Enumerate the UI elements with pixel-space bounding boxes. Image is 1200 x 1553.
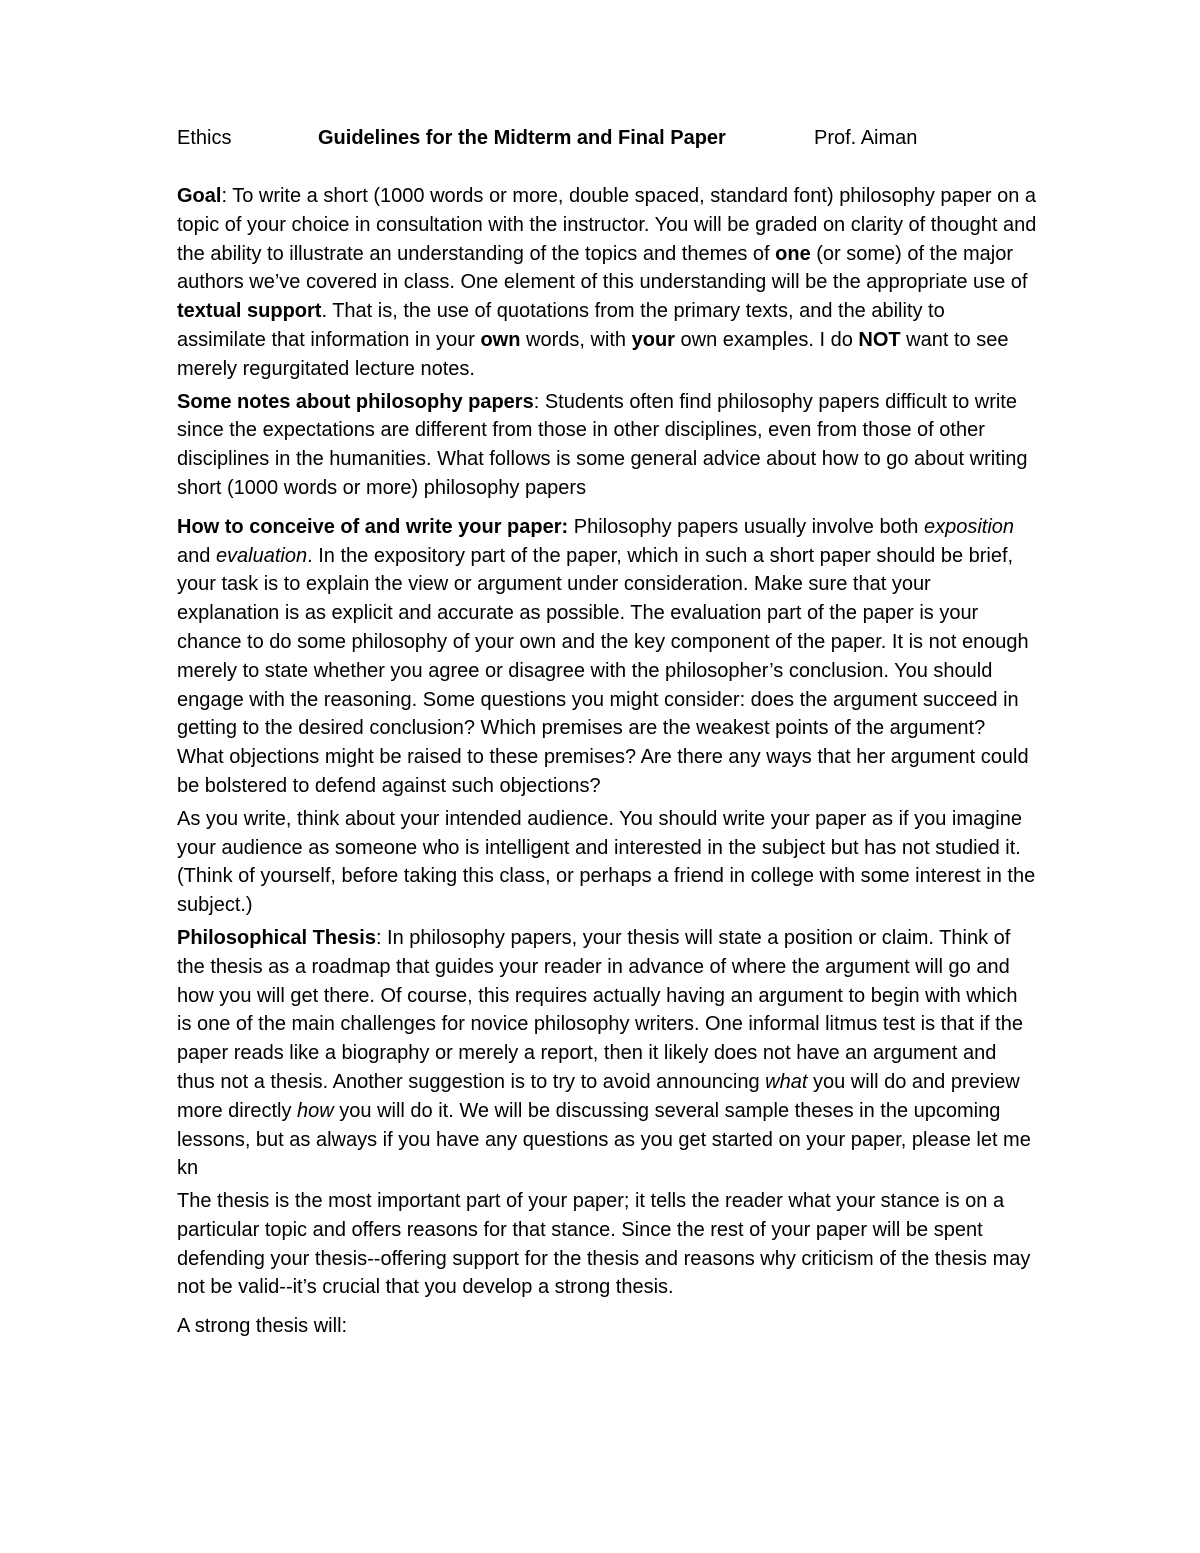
- conceive-text-3: . In the expository part of the paper, which in such a short paper should be brief, your task is to explain the view or argument under consideration. Make sure that your explanation is as explicit and accurate as possible. The evaluation part of the paper is your chance to do some philosophy of your own and the key component of the paper. It is not enough merely to state whether you agree or disagree with the philosopher’s conclusion. You should engage with the reasoning. Some questions you might consider: does the argument succeed in getting to the desired conclusion? Which premises are the weakest points of the argument? What objections might be raised to these premises? Are there any ways that her argument could be bolstered to defend against such objections?: [177, 544, 1029, 797]
- page-header: [177, 124, 1037, 154]
- goal-text-5: own examples. I do: [674, 328, 859, 351]
- professor-name: Prof. Aiman: [814, 127, 918, 149]
- goal-paragraph: [177, 182, 1037, 384]
- important-text: The thesis is the most important part of your paper; it tells the reader what your stance is on a particular topic and offers reasons for that stance. Since the rest of your paper will be spent defending your thesis--offering support for the thesis and reasons why criticism of the thesis may not be valid--it’s crucial that you develop a strong thesis.: [177, 1190, 1031, 1299]
- notes-paragraph: [177, 388, 1037, 503]
- conceive-italic-evaluation: evaluation: [215, 544, 308, 567]
- conceive-text-1: Philosophy papers usually involve both: [568, 515, 924, 538]
- goal-text-4: words, with: [520, 328, 632, 351]
- audience-text: As you write, think about your intended audience. You should write your paper as if you imagine your audience as someone who is intelligent and interested in the subject but has not studied it. (Think of yourself, before taking this class, or perhaps a friend in college with some interest in the subject.): [177, 807, 1036, 917]
- goal-label: Goal: [177, 185, 222, 207]
- document-title: Guidelines for the Midterm and Final Paper: [318, 127, 726, 149]
- goal-bold-not: NOT: [858, 328, 901, 351]
- thesis-italic-how: how: [297, 1099, 334, 1122]
- goal-bold-own: own: [480, 328, 521, 351]
- conceive-italic-exposition: exposition: [923, 515, 1015, 538]
- notes-text: : Students often find philosophy papers difficult to write since the expectations are different from those in other disciplines, even from those of other disciplines in the humanities. What follows is some general advice about how to go about writing short (1000 words or more) philosophy papers: [177, 390, 1028, 499]
- document-body: [177, 124, 1037, 1345]
- thesis-italic-what: what: [765, 1070, 808, 1093]
- thesis-text-3: you will do it. We will be discussing several sample theses in the upcoming lessons, but as always if you have any questions as you get started on your paper, please let me kn: [177, 1099, 1031, 1180]
- strong-thesis-heading: [177, 1312, 1037, 1341]
- goal-text-3: . That is, the use of quotations from the primary texts, and the ability to assimilate that information in your: [177, 300, 945, 351]
- conceive-text-2: and: [177, 544, 216, 567]
- thesis-label: Philosophical Thesis: [177, 926, 376, 949]
- course-name: Ethics: [177, 127, 232, 149]
- goal-text-2: (or some) of the major authors we’ve covered in class. One element of this understanding will be the appropriate use of: [177, 242, 1028, 294]
- thesis-paragraph: [177, 924, 1037, 1183]
- conceive-label: How to conceive of and write your paper:: [177, 515, 569, 538]
- goal-bold-textual-support: textual support: [177, 300, 322, 323]
- conceive-paragraph: [177, 513, 1037, 801]
- audience-paragraph: [177, 805, 1037, 920]
- goal-bold-one: one: [775, 242, 811, 265]
- strong-thesis-text: A strong thesis will:: [177, 1315, 348, 1338]
- important-paragraph: [177, 1187, 1037, 1302]
- goal-text-1: : To write a short (1000 words or more, double spaced, standard font) philosophy paper on a topic of your choice in consultation with the instructor. You will be graded on clarity of thought and the ability to illustrate an understanding of the topics and themes of: [177, 185, 1037, 265]
- thesis-text-2: you will do and preview more directly: [177, 1070, 1020, 1122]
- goal-bold-your: your: [631, 328, 675, 351]
- goal-text-6: want to see merely regurgitated lecture notes.: [177, 328, 1009, 380]
- notes-label: Some notes about philosophy papers: [177, 390, 534, 413]
- thesis-text-1: : In philosophy papers, your thesis will state a position or claim. Think of the thesis as a roadmap that guides your reader in advance of where the argument will go and how you will get there. Of course, this requires actually having an argument to begin with which is one of the main challenges for novice philosophy writers. One informal litmus test is that if the paper reads like a biography or merely a report, then it likely does not have an argument and thus not a thesis. Another suggestion is to try to avoid announcing: [177, 926, 1023, 1093]
